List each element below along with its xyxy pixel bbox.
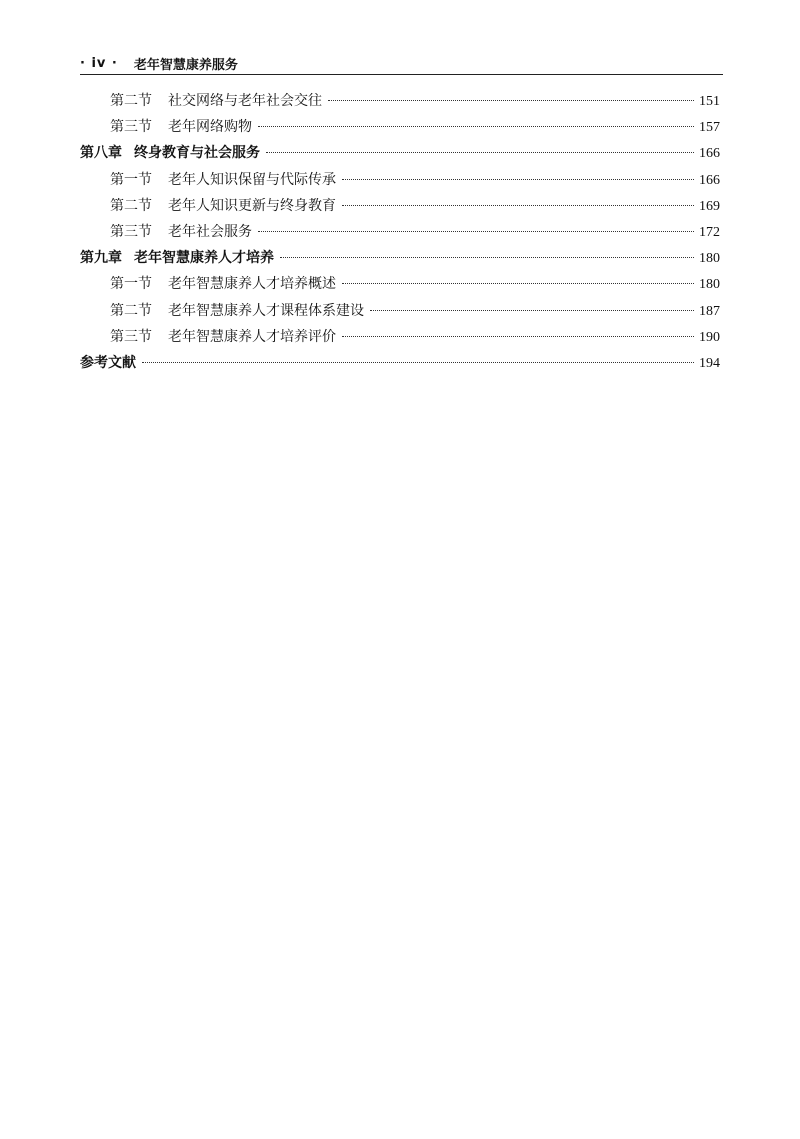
toc-dot-leader <box>258 126 694 127</box>
toc-entry-title: 老年智慧康养人才课程体系建设 <box>168 302 364 319</box>
toc-entry-number: 第八章 <box>80 145 122 162</box>
toc-page-number: 180 <box>699 277 720 293</box>
toc-section-entry[interactable] <box>80 116 720 142</box>
toc-entry-number: 第二节 <box>110 93 152 109</box>
toc-dot-leader <box>370 310 694 311</box>
toc-entry-title: 终身教育与社会服务 <box>134 145 260 162</box>
toc-page-number: 180 <box>699 251 720 267</box>
toc-entry-title: 老年社会服务 <box>168 223 252 240</box>
toc-chapter-entry[interactable] <box>80 142 720 168</box>
running-header <box>80 52 723 75</box>
toc-page-number: 157 <box>699 120 720 136</box>
toc-chapter-entry[interactable] <box>80 352 720 378</box>
toc-section-entry[interactable] <box>80 273 720 299</box>
toc-dot-leader <box>342 283 694 284</box>
toc-entry-title: 老年智慧康养人才培养 <box>134 250 274 267</box>
toc-page-number: 151 <box>699 94 720 109</box>
toc-entry-title: 老年智慧康养人才培养评价 <box>168 328 336 345</box>
toc-page-number: 187 <box>699 303 720 319</box>
toc-dot-leader <box>328 100 694 101</box>
toc-dot-leader <box>342 179 694 180</box>
toc-page-number: 166 <box>699 146 720 162</box>
toc-entry-number: 第二节 <box>110 302 152 319</box>
toc-section-entry[interactable] <box>80 90 720 116</box>
header-book-title: 老年智慧康养服务 <box>133 57 238 73</box>
header-page-number: · iv · <box>80 55 118 71</box>
toc-entry-number: 第二节 <box>110 197 152 214</box>
toc-entry-title: 老年人知识保留与代际传承 <box>168 171 336 188</box>
toc-section-entry[interactable] <box>80 169 720 195</box>
toc-dot-leader <box>142 362 694 363</box>
toc-entry-title: 社交网络与老年社会交往 <box>168 93 322 109</box>
toc-entry-number: 第三节 <box>110 223 152 240</box>
toc-entry-title: 老年人知识更新与终身教育 <box>168 197 336 214</box>
toc-entry-number: 第三节 <box>110 119 152 136</box>
toc-page-number: 190 <box>699 329 720 345</box>
toc-section-entry[interactable] <box>80 221 720 247</box>
toc-section-entry[interactable] <box>80 326 720 352</box>
toc-chapter-entry[interactable] <box>80 247 720 273</box>
toc-dot-leader <box>266 152 694 153</box>
toc-page-number: 169 <box>699 198 720 214</box>
toc-section-entry[interactable] <box>80 300 720 326</box>
toc-dot-leader <box>280 257 694 258</box>
toc-dot-leader <box>342 336 694 337</box>
toc-entry-title: 参考文献 <box>80 354 136 371</box>
toc-entry-number: 第一节 <box>110 276 152 293</box>
toc-page-number: 194 <box>699 355 720 371</box>
toc-entry-number: 第九章 <box>80 250 122 267</box>
toc-page-number: 166 <box>699 172 720 188</box>
toc-section-entry[interactable] <box>80 195 720 221</box>
toc-page-number: 172 <box>699 224 720 240</box>
toc-entry-title: 老年网络购物 <box>168 119 252 136</box>
toc-entry-number: 第一节 <box>110 171 152 188</box>
table-of-contents <box>80 90 720 378</box>
toc-entry-title: 老年智慧康养人才培养概述 <box>168 276 336 293</box>
toc-dot-leader <box>342 205 694 206</box>
toc-dot-leader <box>258 231 694 232</box>
toc-entry-number: 第三节 <box>110 328 152 345</box>
